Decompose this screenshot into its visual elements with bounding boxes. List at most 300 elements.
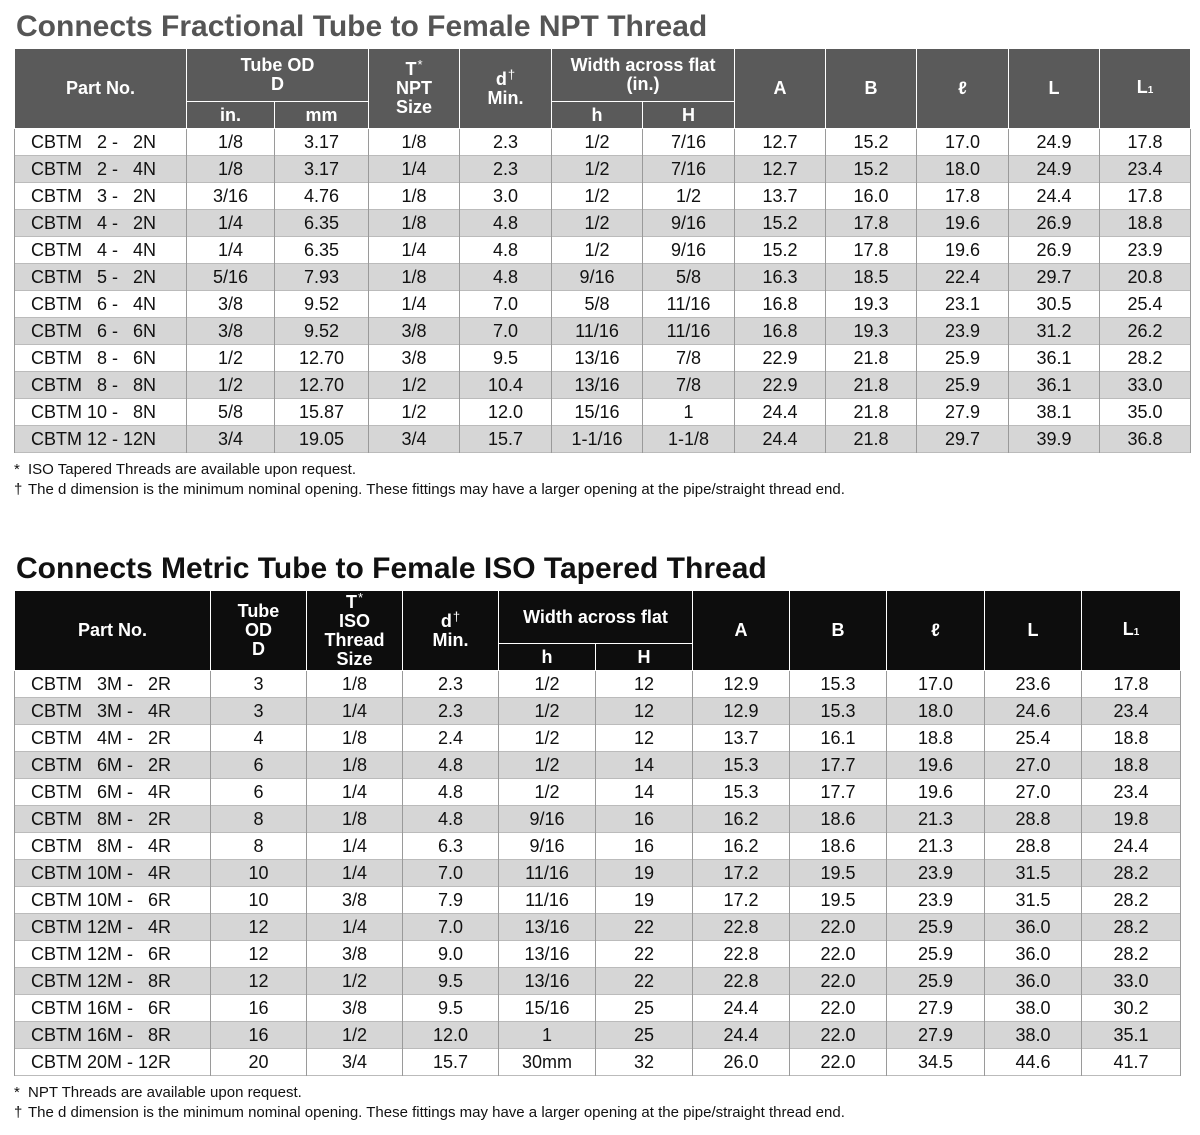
part-number-cell: CBTM 5 - 2N [15,264,187,291]
table-row [15,887,1181,914]
table-cell: 7.93 [275,264,369,291]
header-tube-od-d: Tube OD D [211,591,307,671]
table-row [15,1049,1181,1076]
table-cell: 26.2 [1100,318,1191,345]
table-cell: 12.9 [693,698,790,725]
table-cell: 1/2 [643,183,735,210]
table-cell: 1/8 [369,210,460,237]
table-cell: 31.5 [985,860,1082,887]
table-cell: 27.9 [887,995,985,1022]
part-number-cell: CBTM 16M - 6R [15,995,211,1022]
table-cell: 3.17 [275,129,369,156]
part-number-cell: CBTM 12M - 4R [15,914,211,941]
table-cell: 2.4 [403,725,499,752]
part-number-cell: CBTM 12M - 6R [15,941,211,968]
table-cell: 22.0 [790,995,887,1022]
table-cell: 9.5 [403,968,499,995]
table-cell: 30.5 [1009,291,1100,318]
part-number-cell: CBTM 4 - 2N [15,210,187,237]
table-cell: 19.3 [826,291,917,318]
header-t-npt-size: T* NPT Size [369,49,460,129]
table-cell: 10 [211,887,307,914]
table-cell: 15.3 [790,671,887,698]
table-cell: 24.4 [693,1022,790,1049]
table-cell: 12 [211,968,307,995]
header-b: B [826,49,917,129]
table-cell: 33.0 [1100,372,1191,399]
table-cell: 35.1 [1082,1022,1181,1049]
table-cell: 1-1/8 [643,426,735,453]
table-cell: 7.9 [403,887,499,914]
table-cell: 1/4 [369,156,460,183]
table-cell: 1/4 [307,779,403,806]
table-cell: 1/2 [552,129,643,156]
table1-note-iso: * ISO Tapered Threads are available upon request. [14,461,356,478]
table-cell: 17.0 [917,129,1009,156]
table-cell: 18.6 [790,806,887,833]
table-row [15,237,1191,264]
table-cell: 3/8 [369,318,460,345]
table-cell: 29.7 [1009,264,1100,291]
fractional-tube-table [14,48,1191,453]
table-cell: 31.2 [1009,318,1100,345]
table-cell: 13/16 [499,968,596,995]
table-cell: 36.0 [985,941,1082,968]
table-cell: 23.4 [1082,698,1181,725]
table-row [15,914,1181,941]
table-cell: 21.8 [826,372,917,399]
table-cell: 24.4 [693,995,790,1022]
header-part-no: Part No. [15,49,187,129]
table-cell: 1/4 [307,698,403,725]
table2-body [15,671,1181,1076]
table-row [15,860,1181,887]
table-cell: 16.8 [735,291,826,318]
header-tube-od: Tube OD D [187,49,369,102]
table-cell: 26.9 [1009,237,1100,264]
table-cell: 18.0 [887,698,985,725]
table-cell: 15/16 [552,399,643,426]
table-cell: 21.3 [887,833,985,860]
table-cell: 23.1 [917,291,1009,318]
table-cell: 12 [596,671,693,698]
table-cell: 15.3 [693,752,790,779]
table-cell: 3/4 [187,426,275,453]
header-b: B [790,591,887,671]
table-cell: 2.3 [460,156,552,183]
table-row [15,264,1191,291]
table-cell: 36.1 [1009,345,1100,372]
table-cell: 1 [499,1022,596,1049]
table-row [15,345,1191,372]
part-number-cell: CBTM 10M - 6R [15,887,211,914]
table-cell: 22.0 [790,941,887,968]
table-row [15,129,1191,156]
table-cell: 24.4 [1082,833,1181,860]
table-cell: 29.7 [917,426,1009,453]
table-cell: 4.8 [403,752,499,779]
table-cell: 1/4 [307,860,403,887]
table-cell: 11/16 [552,318,643,345]
table-cell: 1/2 [187,345,275,372]
table-cell: 5/8 [187,399,275,426]
table-cell: 28.2 [1082,860,1181,887]
table-cell: 16.8 [735,318,826,345]
table-cell: 15.2 [735,210,826,237]
table-cell: 16 [596,806,693,833]
table-cell: 22.8 [693,941,790,968]
table-cell: 24.9 [1009,156,1100,183]
table-cell: 17.8 [826,237,917,264]
table-cell: 1/2 [552,237,643,264]
part-number-cell: CBTM 3M - 4R [15,698,211,725]
table-cell: 19.5 [790,887,887,914]
table-cell: 24.4 [735,399,826,426]
table1-note-d: † The d dimension is the minimum nominal opening. These fittings may have a larger opening at the pipe/straight thread end. [14,481,845,498]
table-cell: 24.6 [985,698,1082,725]
table-cell: 1/4 [307,914,403,941]
table-cell: 11/16 [643,318,735,345]
table-cell: 23.4 [1100,156,1191,183]
header-l: L [985,591,1082,671]
table-cell: 23.9 [917,318,1009,345]
table-cell: 5/16 [187,264,275,291]
table-cell: 7.0 [403,914,499,941]
table-cell: 1-1/16 [552,426,643,453]
table-cell: 17.2 [693,887,790,914]
table-cell: 10.4 [460,372,552,399]
table-cell: 1/2 [369,372,460,399]
table-cell: 1/8 [369,183,460,210]
table-cell: 12.70 [275,345,369,372]
table-cell: 6 [211,752,307,779]
table-cell: 16.2 [693,833,790,860]
table-cell: 23.9 [1100,237,1191,264]
table-cell: 16.2 [693,806,790,833]
table-cell: 11/16 [499,860,596,887]
header-l: L [1009,49,1100,129]
table-cell: 6.35 [275,210,369,237]
table-cell: 7.0 [403,860,499,887]
table-cell: 22.0 [790,1022,887,1049]
table-cell: 9/16 [643,210,735,237]
table-cell: 8 [211,806,307,833]
table-cell: 28.2 [1082,941,1181,968]
header-h-small: h [552,102,643,129]
header-a: A [735,49,826,129]
table-cell: 26.0 [693,1049,790,1076]
table-cell: 9/16 [499,833,596,860]
table-row [15,1022,1181,1049]
table-row [15,183,1191,210]
table-cell: 3/8 [307,941,403,968]
table-cell: 18.8 [1082,752,1181,779]
table-cell: 1/8 [369,129,460,156]
table-cell: 15.3 [693,779,790,806]
part-number-cell: CBTM 4M - 2R [15,725,211,752]
table-cell: 7/8 [643,345,735,372]
table-cell: 36.8 [1100,426,1191,453]
table-row [15,210,1191,237]
header-h-large: H [596,644,693,671]
table-cell: 36.1 [1009,372,1100,399]
table-cell: 17.0 [887,671,985,698]
table-cell: 24.9 [1009,129,1100,156]
table-row [15,399,1191,426]
table-cell: 18.8 [1100,210,1191,237]
table-cell: 6.3 [403,833,499,860]
table-cell: 1/2 [499,725,596,752]
table-cell: 14 [596,752,693,779]
table-cell: 22.4 [917,264,1009,291]
table-cell: 9.5 [403,995,499,1022]
table-cell: 3/8 [187,318,275,345]
table2-header [15,591,1181,671]
table-cell: 18.8 [1082,725,1181,752]
table-cell: 1/4 [369,237,460,264]
part-number-cell: CBTM 8M - 4R [15,833,211,860]
table-cell: 18.0 [917,156,1009,183]
table-cell: 25.9 [887,941,985,968]
table-cell: 25.4 [1100,291,1191,318]
table-row [15,698,1181,725]
table-row [15,941,1181,968]
table-cell: 3/4 [307,1049,403,1076]
table-cell: 25.9 [887,968,985,995]
table-cell: 19.8 [1082,806,1181,833]
table-cell: 1/8 [307,725,403,752]
table-cell: 1/8 [307,752,403,779]
table-cell: 28.2 [1082,914,1181,941]
table-row [15,752,1181,779]
table-row [15,671,1181,698]
table-cell: 16 [211,1022,307,1049]
table-cell: 1/2 [307,1022,403,1049]
part-number-cell: CBTM 16M - 8R [15,1022,211,1049]
table-cell: 21.8 [826,426,917,453]
header-a: A [693,591,790,671]
table-cell: 25.9 [917,372,1009,399]
part-number-cell: CBTM 8M - 2R [15,806,211,833]
part-number-cell: CBTM 6 - 6N [15,318,187,345]
table-cell: 17.8 [1100,129,1191,156]
header-mm: mm [275,102,369,129]
table-cell: 4.8 [460,237,552,264]
table-cell: 9/16 [643,237,735,264]
header-ell: ℓ [887,591,985,671]
table-cell: 13/16 [499,914,596,941]
table-cell: 3.0 [460,183,552,210]
table1-header [15,49,1191,129]
table-cell: 1/2 [499,671,596,698]
metric-tube-table [14,590,1181,1076]
table-cell: 1/8 [307,806,403,833]
table-cell: 17.7 [790,779,887,806]
table2-title: Connects Metric Tube to Female ISO Tapered Thread [16,552,767,585]
table-cell: 13.7 [693,725,790,752]
part-number-cell: CBTM 6M - 2R [15,752,211,779]
table-row [15,426,1191,453]
table-row [15,156,1191,183]
table-cell: 12.70 [275,372,369,399]
table-cell: 4.8 [403,806,499,833]
table-cell: 2.3 [460,129,552,156]
table-cell: 3/8 [307,887,403,914]
table-cell: 17.8 [1082,671,1181,698]
table-cell: 1/2 [552,183,643,210]
table-row [15,779,1181,806]
table-cell: 22.8 [693,914,790,941]
table-cell: 21.8 [826,399,917,426]
table-cell: 27.9 [887,1022,985,1049]
table-cell: 44.6 [985,1049,1082,1076]
table-cell: 7/8 [643,372,735,399]
table-cell: 31.5 [985,887,1082,914]
table-cell: 16.0 [826,183,917,210]
header-h-large: H [643,102,735,129]
table-cell: 1/2 [499,779,596,806]
table-cell: 25.4 [985,725,1082,752]
table-cell: 20 [211,1049,307,1076]
table-cell: 25 [596,995,693,1022]
table-cell: 19.6 [887,779,985,806]
table-cell: 12 [596,698,693,725]
table-cell: 12 [211,914,307,941]
table-cell: 12.7 [735,156,826,183]
table-cell: 9.52 [275,291,369,318]
part-number-cell: CBTM 3M - 2R [15,671,211,698]
table-row [15,995,1181,1022]
table-cell: 27.0 [985,752,1082,779]
header-width-across-flat: Width across flat [499,591,693,644]
table-cell: 25 [596,1022,693,1049]
part-number-cell: CBTM 10M - 4R [15,860,211,887]
table-cell: 21.8 [826,345,917,372]
table-cell: 7.0 [460,318,552,345]
header-d-min: d† Min. [460,49,552,129]
header-width-across-flat: Width across flat (in.) [552,49,735,102]
part-number-cell: CBTM 8 - 6N [15,345,187,372]
table-cell: 19.6 [917,210,1009,237]
table-cell: 36.0 [985,914,1082,941]
table-cell: 19.5 [790,860,887,887]
table-cell: 7/16 [643,156,735,183]
table-cell: 34.5 [887,1049,985,1076]
table-cell: 24.4 [735,426,826,453]
table-cell: 11/16 [643,291,735,318]
table-cell: 6 [211,779,307,806]
table-cell: 8 [211,833,307,860]
part-number-cell: CBTM 20M - 12R [15,1049,211,1076]
table-cell: 21.3 [887,806,985,833]
header-part-no: Part No. [15,591,211,671]
table-cell: 3/8 [369,345,460,372]
table-cell: 14 [596,779,693,806]
table-cell: 7.0 [460,291,552,318]
table-cell: 17.2 [693,860,790,887]
table-cell: 1/4 [187,237,275,264]
table-cell: 22.0 [790,968,887,995]
table-cell: 35.0 [1100,399,1191,426]
table-cell: 3/8 [307,995,403,1022]
table-cell: 25.9 [917,345,1009,372]
table-cell: 36.0 [985,968,1082,995]
table-cell: 24.4 [1009,183,1100,210]
part-number-cell: CBTM 2 - 2N [15,129,187,156]
table-cell: 2.3 [403,671,499,698]
table-cell: 1/8 [187,156,275,183]
header-in: in. [187,102,275,129]
table-cell: 19.6 [887,752,985,779]
table-cell: 15/16 [499,995,596,1022]
header-ell: ℓ [917,49,1009,129]
table-cell: 4.8 [403,779,499,806]
table-cell: 16 [211,995,307,1022]
table-cell: 19 [596,860,693,887]
table2-note-npt: * NPT Threads are available upon request. [14,1084,302,1101]
table-cell: 13/16 [552,345,643,372]
table-cell: 23.9 [887,887,985,914]
table-cell: 28.8 [985,833,1082,860]
table-cell: 22.8 [693,968,790,995]
table-cell: 9/16 [552,264,643,291]
table-cell: 1/2 [552,156,643,183]
table-cell: 22 [596,914,693,941]
table-cell: 12.9 [693,671,790,698]
table-cell: 7/16 [643,129,735,156]
table-cell: 13/16 [552,372,643,399]
table-cell: 23.6 [985,671,1082,698]
table-cell: 5/8 [643,264,735,291]
part-number-cell: CBTM 4 - 4N [15,237,187,264]
table-cell: 23.9 [887,860,985,887]
table-cell: 1/8 [307,671,403,698]
table-cell: 15.2 [735,237,826,264]
table-row [15,372,1191,399]
table-cell: 13/16 [499,941,596,968]
table-cell: 18.8 [887,725,985,752]
table-cell: 3 [211,698,307,725]
table-cell: 12 [211,941,307,968]
table-cell: 4 [211,725,307,752]
table-cell: 33.0 [1082,968,1181,995]
table-cell: 19.6 [917,237,1009,264]
table1-body [15,129,1191,453]
table-cell: 3.17 [275,156,369,183]
table2-note-d: † The d dimension is the minimum nominal opening. These fittings may have a larger opening at the pipe/straight thread end. [14,1104,845,1121]
table-cell: 38.1 [1009,399,1100,426]
table-cell: 18.6 [790,833,887,860]
table-row [15,725,1181,752]
table-cell: 9.0 [403,941,499,968]
table-cell: 3/8 [187,291,275,318]
table-cell: 28.8 [985,806,1082,833]
table-cell: 1/8 [369,264,460,291]
table-cell: 23.4 [1082,779,1181,806]
table-cell: 11/16 [499,887,596,914]
header-l1: L1 [1100,49,1191,129]
table-cell: 15.7 [403,1049,499,1076]
part-number-cell: CBTM 6M - 4R [15,779,211,806]
table-cell: 17.8 [1100,183,1191,210]
table-cell: 30.2 [1082,995,1181,1022]
table-cell: 16.3 [735,264,826,291]
table-cell: 4.8 [460,264,552,291]
table-cell: 1 [643,399,735,426]
table-cell: 17.8 [826,210,917,237]
table-cell: 9.52 [275,318,369,345]
part-number-cell: CBTM 3 - 2N [15,183,187,210]
